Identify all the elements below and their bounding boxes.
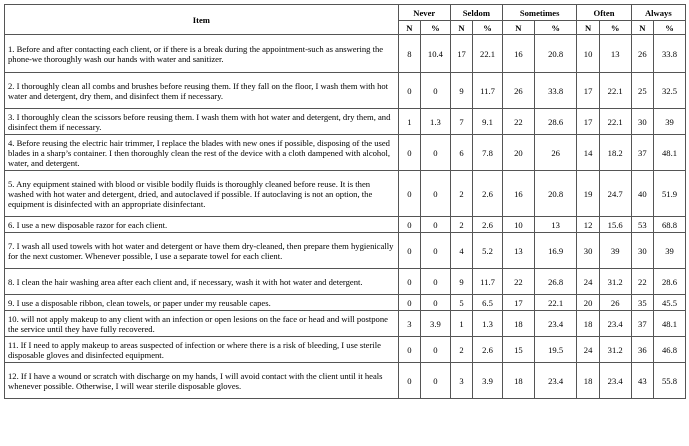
count-cell: 17 [502, 295, 534, 311]
percent-cell: 28.6 [654, 269, 686, 295]
item-text: 1. Before and after contacting each client, or if there is a break during the appointment-such as answering the phone-we thoroughly wash our hands with water and sanitizer. [5, 35, 399, 73]
count-cell: 10 [577, 35, 599, 73]
count-cell: 22 [502, 269, 534, 295]
count-cell: 8 [398, 35, 420, 73]
header-item: Item [5, 5, 399, 35]
percent-cell: 16.9 [534, 233, 577, 269]
count-cell: 4 [450, 233, 472, 269]
percent-cell: 15.6 [599, 217, 631, 233]
percent-cell: 39 [654, 109, 686, 135]
count-cell: 25 [631, 73, 653, 109]
count-cell: 0 [398, 269, 420, 295]
count-cell: 0 [398, 217, 420, 233]
percent-cell: 0 [421, 295, 451, 311]
count-cell: 2 [450, 337, 472, 363]
count-cell: 7 [450, 109, 472, 135]
percent-cell: 45.5 [654, 295, 686, 311]
count-cell: 20 [577, 295, 599, 311]
percent-cell: 1.3 [421, 109, 451, 135]
percent-cell: 10.4 [421, 35, 451, 73]
count-cell: 18 [502, 363, 534, 399]
percent-cell: 1.3 [473, 311, 503, 337]
percent-cell: 2.6 [473, 217, 503, 233]
count-cell: 43 [631, 363, 653, 399]
count-cell: 0 [398, 73, 420, 109]
percent-cell: 20.8 [534, 35, 577, 73]
percent-cell: 48.1 [654, 311, 686, 337]
count-cell: 0 [398, 363, 420, 399]
count-cell: 15 [502, 337, 534, 363]
count-cell: 18 [577, 311, 599, 337]
percent-cell: 22.1 [473, 35, 503, 73]
item-text: 7. I wash all used towels with hot water and detergent or have them dry-cleaned, then prepare them hygienically for the next customer. Whenever possible, I use a separate towel for each client. [5, 233, 399, 269]
count-cell: 19 [577, 171, 599, 217]
percent-cell: 11.7 [473, 269, 503, 295]
percent-cell: 22.1 [599, 109, 631, 135]
count-cell: 0 [398, 171, 420, 217]
percent-cell: 23.4 [534, 363, 577, 399]
survey-table [4, 4, 686, 399]
header-group-never: Never [398, 5, 450, 21]
count-cell: 26 [502, 73, 534, 109]
count-cell: 24 [577, 337, 599, 363]
percent-cell: 0 [421, 337, 451, 363]
count-cell: 30 [577, 233, 599, 269]
table-row [5, 295, 686, 311]
count-cell: 14 [577, 135, 599, 171]
percent-cell: 23.4 [534, 311, 577, 337]
count-cell: 30 [631, 233, 653, 269]
percent-cell: 3.9 [421, 311, 451, 337]
percent-cell: 7.8 [473, 135, 503, 171]
percent-cell: 51.9 [654, 171, 686, 217]
header-percent: % [473, 21, 503, 35]
header-n: N [577, 21, 599, 35]
item-text: 8. I clean the hair washing area after each client and, if necessary, wash it with hot water and detergent. [5, 269, 399, 295]
header-percent: % [599, 21, 631, 35]
table-row [5, 311, 686, 337]
count-cell: 22 [502, 109, 534, 135]
count-cell: 24 [577, 269, 599, 295]
percent-cell: 2.6 [473, 171, 503, 217]
count-cell: 37 [631, 135, 653, 171]
count-cell: 18 [577, 363, 599, 399]
item-text: 10. will not apply makeup to any client with an infection or open lesions on the face or head and will postpone the service until they have fully recovered. [5, 311, 399, 337]
table-row [5, 109, 686, 135]
count-cell: 9 [450, 269, 472, 295]
percent-cell: 39 [654, 233, 686, 269]
header-n: N [631, 21, 653, 35]
percent-cell: 13 [599, 35, 631, 73]
table-row [5, 35, 686, 73]
percent-cell: 23.4 [599, 311, 631, 337]
count-cell: 20 [502, 135, 534, 171]
percent-cell: 19.5 [534, 337, 577, 363]
percent-cell: 18.2 [599, 135, 631, 171]
percent-cell: 20.8 [534, 171, 577, 217]
percent-cell: 46.8 [654, 337, 686, 363]
item-text: 3. I thoroughly clean the scissors before reusing them. I wash them with hot water and detergent, dry them, and disinfect them if necessary. [5, 109, 399, 135]
percent-cell: 23.4 [599, 363, 631, 399]
header-n: N [398, 21, 420, 35]
count-cell: 3 [450, 363, 472, 399]
table-row [5, 217, 686, 233]
header-n: N [502, 21, 534, 35]
percent-cell: 28.6 [534, 109, 577, 135]
count-cell: 0 [398, 337, 420, 363]
count-cell: 36 [631, 337, 653, 363]
table-row [5, 73, 686, 109]
percent-cell: 0 [421, 135, 451, 171]
count-cell: 0 [398, 295, 420, 311]
count-cell: 40 [631, 171, 653, 217]
count-cell: 0 [398, 135, 420, 171]
percent-cell: 24.7 [599, 171, 631, 217]
count-cell: 26 [631, 35, 653, 73]
percent-cell: 3.9 [473, 363, 503, 399]
count-cell: 12 [577, 217, 599, 233]
percent-cell: 55.8 [654, 363, 686, 399]
count-cell: 3 [398, 311, 420, 337]
header-group-sometimes: Sometimes [502, 5, 576, 21]
count-cell: 1 [450, 311, 472, 337]
percent-cell: 0 [421, 217, 451, 233]
table-row [5, 233, 686, 269]
table-row [5, 363, 686, 399]
header-group-seldom: Seldom [450, 5, 502, 21]
table-row [5, 337, 686, 363]
count-cell: 17 [450, 35, 472, 73]
count-cell: 37 [631, 311, 653, 337]
count-cell: 22 [631, 269, 653, 295]
percent-cell: 31.2 [599, 269, 631, 295]
count-cell: 17 [577, 109, 599, 135]
percent-cell: 2.6 [473, 337, 503, 363]
item-text: 5. Any equipment stained with blood or visible bodily fluids is thoroughly cleaned before reuse. It is then washed with hot water and detergent, dried, and autoclaved if possible. If autoclaving is not an option, the equipment is disinfected with an appropriate disinfectant. [5, 171, 399, 217]
percent-cell: 48.1 [654, 135, 686, 171]
count-cell: 0 [398, 233, 420, 269]
count-cell: 9 [450, 73, 472, 109]
item-text: 2. I thoroughly clean all combs and brushes before reusing them. If they fall on the floor, I wash them with hot water and detergent, dry them, and disinfect them if necessary. [5, 73, 399, 109]
percent-cell: 33.8 [534, 73, 577, 109]
count-cell: 10 [502, 217, 534, 233]
percent-cell: 0 [421, 171, 451, 217]
percent-cell: 26 [534, 135, 577, 171]
percent-cell: 9.1 [473, 109, 503, 135]
percent-cell: 11.7 [473, 73, 503, 109]
percent-cell: 0 [421, 233, 451, 269]
header-percent: % [534, 21, 577, 35]
count-cell: 35 [631, 295, 653, 311]
table-row [5, 171, 686, 217]
count-cell: 16 [502, 35, 534, 73]
count-cell: 1 [398, 109, 420, 135]
count-cell: 18 [502, 311, 534, 337]
percent-cell: 22.1 [534, 295, 577, 311]
count-cell: 17 [577, 73, 599, 109]
item-text: 11. If I need to apply makeup to areas suspected of infection or where there is a risk of bleeding, I use sterile disposable gloves and disinfected equipment. [5, 337, 399, 363]
item-text: 9. I use a disposable ribbon, clean towels, or paper under my reusable capes. [5, 295, 399, 311]
percent-cell: 26 [599, 295, 631, 311]
count-cell: 16 [502, 171, 534, 217]
percent-cell: 39 [599, 233, 631, 269]
item-text: 12. If I have a wound or scratch with discharge on my hands, I will avoid contact with the client until it heals whenever possible. Otherwise, I will wear sterile disposable gloves. [5, 363, 399, 399]
header-n: N [450, 21, 472, 35]
count-cell: 13 [502, 233, 534, 269]
count-cell: 2 [450, 171, 472, 217]
header-percent: % [421, 21, 451, 35]
item-text: 4. Before reusing the electric hair trimmer, I replace the blades with new ones if possible, disposing of the used blades in a sharp’s container. I then thoroughly clean the rest of the device with a cloth dampened with alcohol, water, and detergent. [5, 135, 399, 171]
percent-cell: 68.8 [654, 217, 686, 233]
count-cell: 2 [450, 217, 472, 233]
percent-cell: 33.8 [654, 35, 686, 73]
table-row [5, 269, 686, 295]
percent-cell: 0 [421, 73, 451, 109]
percent-cell: 31.2 [599, 337, 631, 363]
count-cell: 53 [631, 217, 653, 233]
header-group-often: Often [577, 5, 631, 21]
percent-cell: 26.8 [534, 269, 577, 295]
percent-cell: 0 [421, 363, 451, 399]
count-cell: 5 [450, 295, 472, 311]
count-cell: 30 [631, 109, 653, 135]
item-text: 6. I use a new disposable razor for each client. [5, 217, 399, 233]
percent-cell: 32.5 [654, 73, 686, 109]
table-row [5, 135, 686, 171]
percent-cell: 22.1 [599, 73, 631, 109]
header-group-always: Always [631, 5, 685, 21]
count-cell: 6 [450, 135, 472, 171]
percent-cell: 13 [534, 217, 577, 233]
percent-cell: 6.5 [473, 295, 503, 311]
percent-cell: 5.2 [473, 233, 503, 269]
percent-cell: 0 [421, 269, 451, 295]
header-percent: % [654, 21, 686, 35]
